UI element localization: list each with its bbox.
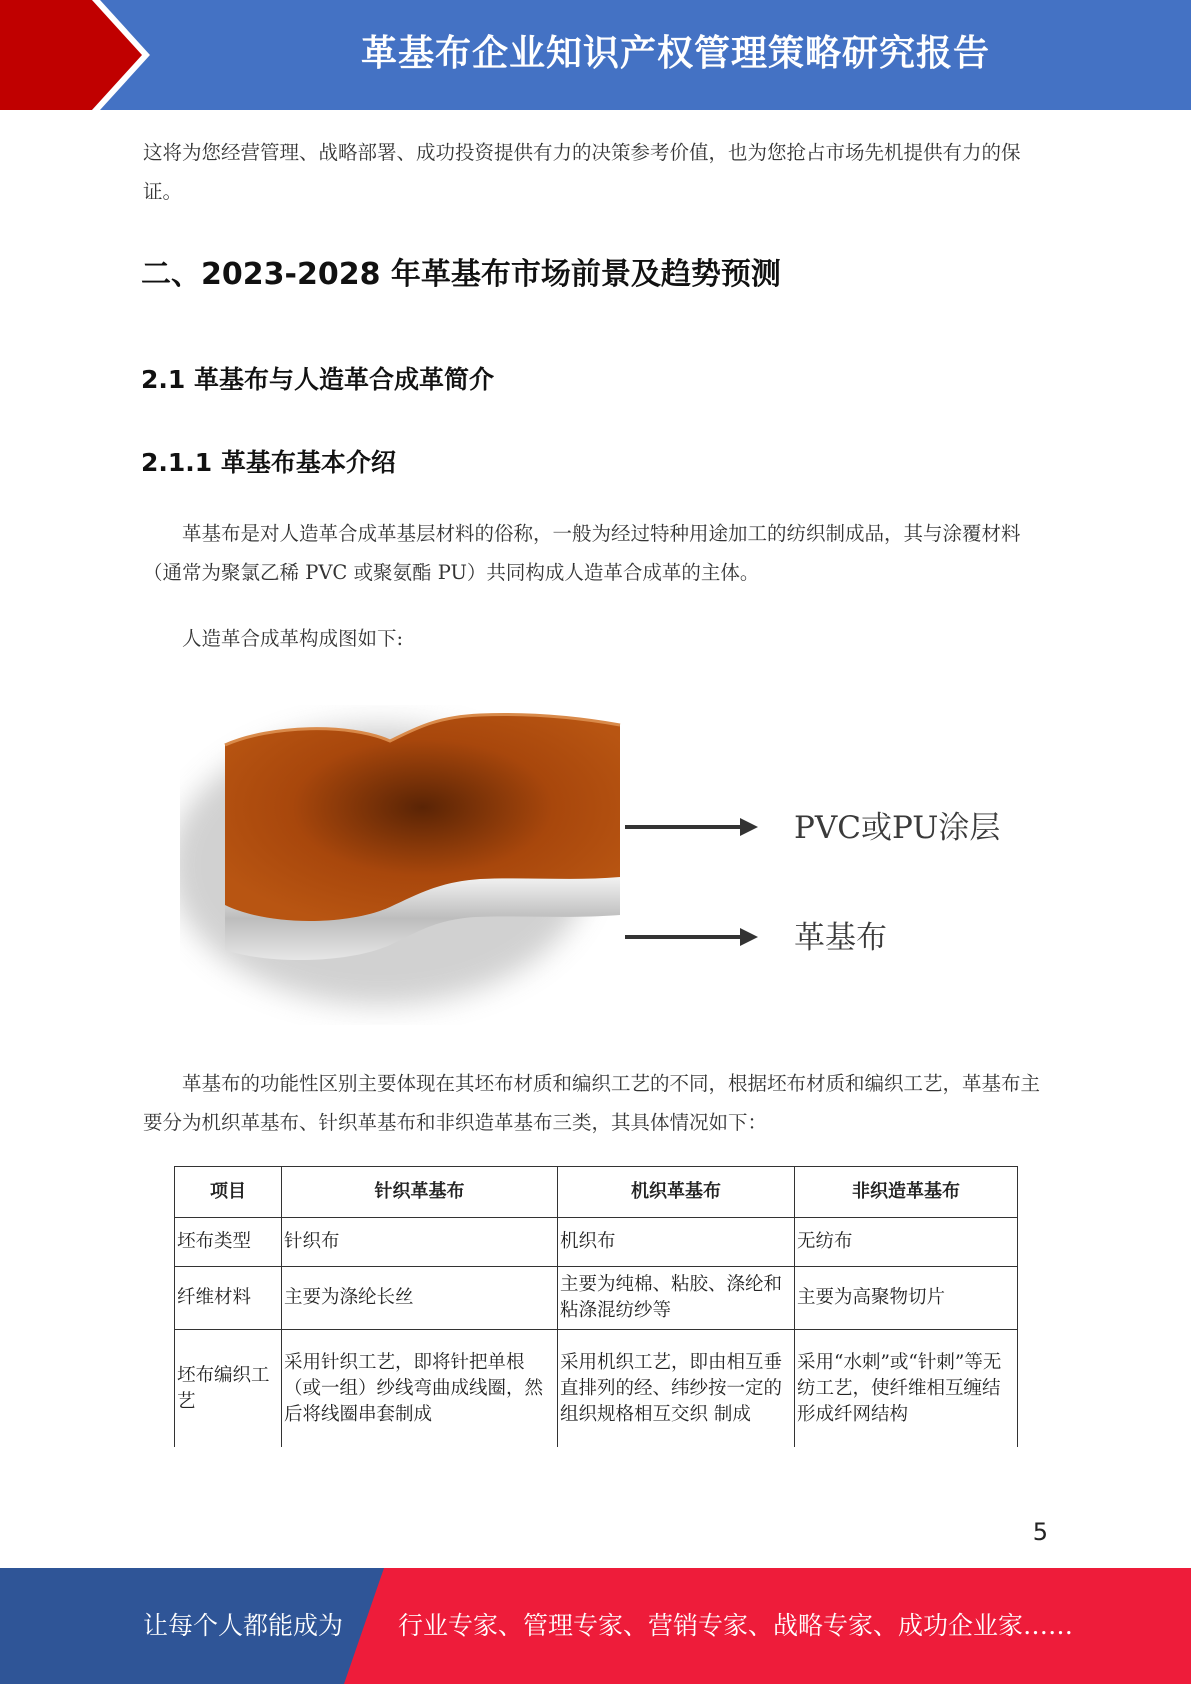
definition-paragraph: 革基布是对人造革合成革基层材料的俗称，一般为经过特种用途加工的纺织制成品，其与涂覆材料（通常为聚氯乙稀 PVC 或聚氨酯 PU）共同构成人造革合成革的主体。 <box>143 522 1021 584</box>
table-cell: 无纺布 <box>795 1218 1018 1267</box>
table-cell: 主要为高聚物切片 <box>795 1267 1018 1330</box>
header-banner <box>0 0 1191 110</box>
classification-paragraph: 革基布的功能性区别主要体现在其坯布材质和编织工艺的不同，根据坯布材质和编织工艺，革基布主要分为机织革基布、针织革基布和非织造革基布三类，其具体情况如下： <box>143 1072 1041 1134</box>
fabric-comparison-table <box>174 1166 1018 1447</box>
footer-banner <box>0 1568 1191 1684</box>
footer-slogan-left: 让每个人都能成为 <box>143 1611 344 1640</box>
report-title: 革基布企业知识产权管理策略研究报告 <box>360 33 990 74</box>
coating-label: PVC或PU涂层 <box>794 810 1001 846</box>
table-cell: 针织布 <box>282 1218 558 1267</box>
table-header-cell: 项目 <box>175 1167 282 1218</box>
table-header-cell: 机织革基布 <box>558 1167 795 1218</box>
footer-slogan-right: 行业专家、管理专家、营销专家、战略专家、成功企业家…… <box>398 1611 1074 1640</box>
table-header-cell: 非织造革基布 <box>795 1167 1018 1218</box>
table-row <box>175 1267 1018 1330</box>
base-fabric-label: 革基布 <box>794 920 887 956</box>
table-header-cell: 针织革基布 <box>282 1167 558 1218</box>
subsubsection-heading: 2.1.1 革基布基本介绍 <box>141 448 396 477</box>
header-arrow-decoration <box>0 0 150 110</box>
section-heading: 二、2023-2028 年革基布市场前景及趋势预测 <box>141 257 781 292</box>
table-cell: 坯布编织工艺 <box>175 1330 282 1448</box>
leather-structure-figure <box>180 705 1020 1025</box>
table-cell: 采用“水刺”或“针刺”等无纺工艺，使纤维相互缠结形成纤网结构 <box>795 1330 1018 1448</box>
page-number: 5 <box>1032 1518 1048 1546</box>
table-cell: 主要为涤纶长丝 <box>282 1267 558 1330</box>
table-row <box>175 1218 1018 1267</box>
intro-paragraph: 这将为您经营管理、战略部署、成功投资提供有力的决策参考价值，也为您抢占市场先机提供有力的保证。 <box>143 141 1021 203</box>
figure-intro-paragraph: 人造革合成革构成图如下: <box>182 627 404 650</box>
table-cell: 采用机织工艺，即由相互垂直排列的经、纬纱按一定的组织规格相互交织 制成 <box>558 1330 795 1448</box>
leather-structure-diagram <box>180 705 1020 1025</box>
table-cell: 坯布类型 <box>175 1218 282 1267</box>
subsection-heading: 2.1 革基布与人造革合成革简介 <box>141 365 494 394</box>
table-row <box>175 1330 1018 1448</box>
table-cell: 纤维材料 <box>175 1267 282 1330</box>
table-cell: 主要为纯棉、粘胶、涤纶和粘涤混纺纱等 <box>558 1267 795 1330</box>
table-header-row <box>175 1167 1018 1218</box>
table-cell: 机织布 <box>558 1218 795 1267</box>
table-cell: 采用针织工艺，即将针把单根（或一组）纱线弯曲成线圈，然后将线圈串套制成 <box>282 1330 558 1448</box>
